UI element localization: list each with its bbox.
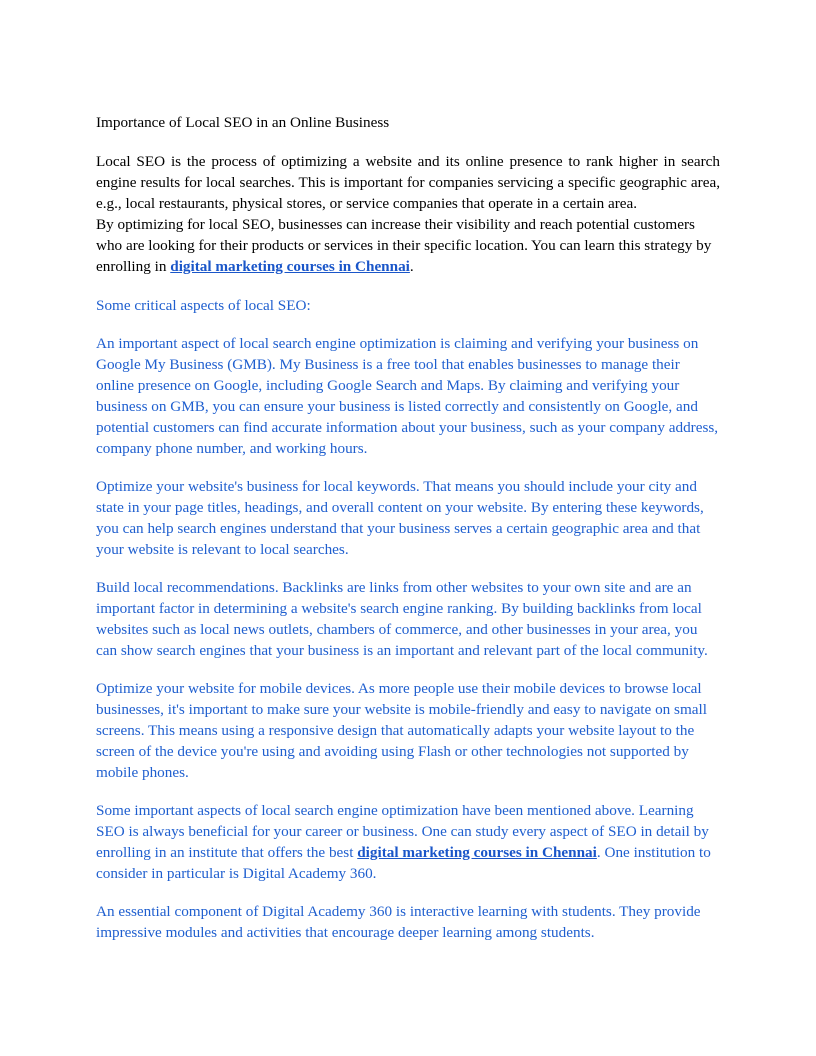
digital-marketing-courses-link-2[interactable]: digital marketing courses in Chennai bbox=[357, 844, 597, 861]
document-page bbox=[96, 112, 720, 960]
closing-paragraph: An essential component of Digital Academy 360 is interactive learning with students. They provide impressive modules and activities that encourage deeper learning among students. bbox=[96, 903, 701, 941]
intro-paragraph-2 bbox=[96, 214, 720, 277]
intro-paragraph-2-end: . bbox=[409, 258, 414, 275]
intro-paragraph-1: Local SEO is the process of optimizing a website and its online presence to rank higher in search engine results for local searches. This is important for companies servicing a specific geographic area, e.g., local restaurants, physical stores, or service companies that operate in a certain area. bbox=[96, 153, 720, 212]
conclusion-paragraph bbox=[96, 800, 720, 884]
conclusion-end: . One institution to consider in particular is Digital Academy 360. bbox=[96, 844, 711, 882]
digital-marketing-courses-link-1[interactable]: digital marketing courses in Chennai bbox=[170, 258, 410, 275]
intro-paragraph-2-text: By optimizing for local SEO, businesses can increase their visibility and reach potential customers who are looking for their products or services in their specific location. You can learn this strategy by enrolling in bbox=[96, 216, 712, 275]
aspect-keywords-paragraph: Optimize your website's business for local keywords. That means you should include your city and state in your page titles, headings, and overall content on your website. By entering these keywords, you can help search engines understand that your business serves a certain geographic area and that your website is relevant to local searches. bbox=[96, 478, 704, 558]
document-title: Importance of Local SEO in an Online Business bbox=[96, 114, 390, 131]
section-heading: Some critical aspects of local SEO: bbox=[96, 297, 311, 314]
conclusion-text: Some important aspects of local search engine optimization have been mentioned above. Learning SEO is always beneficial for your career or business. One can study every aspect of SEO in detail by enrolling in an institute that offers the best bbox=[96, 802, 709, 861]
aspect-backlinks-paragraph: Build local recommendations. Backlinks are links from other websites to your own site and are an important factor in determining a website's search engine ranking. By building backlinks from local websites such as local news outlets, chambers of commerce, and other businesses in your area, you can show search engines that your business is an important and relevant part of the local community. bbox=[96, 579, 708, 659]
aspect-mobile-paragraph: Optimize your website for mobile devices. As more people use their mobile devices to browse local businesses, it's important to make sure your website is mobile-friendly and easy to navigate on small screens. This means using a responsive design that automatically adapts your website layout to the screen of the device you're using and avoiding using Flash or other technologies not supported by mobile phones. bbox=[96, 680, 707, 781]
aspect-gmb-paragraph: An important aspect of local search engine optimization is claiming and verifying your business on Google My Business (GMB). My Business is a free tool that enables businesses to manage their online presence on Google, including Google Search and Maps. By claiming and verifying your business on GMB, you can ensure your business is listed correctly and consistently on Google, and potential customers can find accurate information about your business, such as your company address, company phone number, and working hours. bbox=[96, 335, 719, 457]
